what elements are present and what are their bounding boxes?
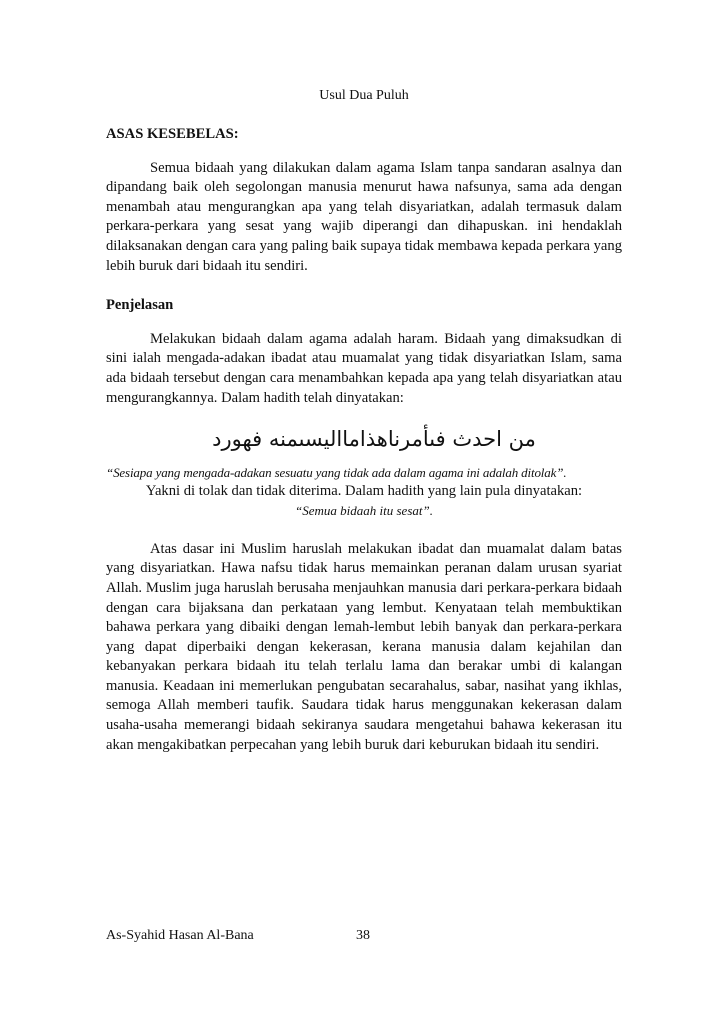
- page-number: 38: [356, 928, 370, 943]
- page-content: [106, 125, 622, 755]
- paragraph-penjelasan: Melakukan bidaah dalam agama adalah haram. Bidaah yang dimaksudkan di sini ialah mengada-adakan ibadat atau muamalat yang tidak disyariatkan Islam, sama ada bidaah tersebut dengan cara menambahkan kepada apa yang telah disyariatkan atau mengurangkannya. Dalam hadith telah dinyatakan:: [106, 330, 622, 406]
- footer-author: As-Syahid Hasan Al-Bana: [106, 928, 254, 943]
- second-hadith-quote: “Semua bidaah itu sesat”.: [295, 502, 433, 518]
- hadith-translation-quote: “Sesiapa yang mengada-adakan sesuatu yang tidak ada dalam agama ini adalah ditolak”.: [106, 465, 567, 481]
- explanation-line: Yakni di tolak dan tidak diterima. Dalam hadith yang lain pula dinyatakan:: [145, 483, 583, 500]
- paragraph-asas: Semua bidaah yang dilakukan dalam agama Islam tanpa sandaran asalnya dan dipandang baik oleh segolongan manusia menurut hawa nafsunya, sama ada dengan menambah atau mengurangkan apa yang telah disyariatkan, adalah termasuk dalam perkara-perkara yang sesat yang wajib diperangi dan dihapuskan. ini hendaklah dilaksanakan dengan cara yang paling baik supaya tidak membawa kepada perkara yang lebih buruk dari bidaah itu sendiri.: [106, 159, 622, 274]
- arabic-hadith-text: من احدث فىأمرناهذامااليسىمنه فهورد: [212, 427, 536, 452]
- section-heading-penjelasan: Penjelasan: [106, 297, 174, 314]
- paragraph-atas-dasar: Atas dasar ini Muslim haruslah melakukan ibadat dan muamalat dalam batas yang disyariatkan. Hawa nafsu tidak harus memainkan peranan dalam urusan syariat Allah. Muslim juga haruslah berusaha menjauhkan manusia dari perkara-perkara bidaah dengan cara bijaksana dan perkataan yang lembut. Kenyataan telah membuktikan bahawa perkara yang dibaiki dengan lemah-lembut lebih banyak dan perkara-perkara yang dapat diperbaiki dengan kekerasan, kerana manusia dalam kejahilan dan kebanyakan perkara bidaah itu telah terlalu lama dan berakar umbi di kalangan manusia. Keadaan ini memerlukan pengubatan secarahalus, sabar, nasihat yang ikhlas, semoga Allah memberi taufik. Saudara tidak harus menggunakan kekerasan dalam usaha-usaha memerangi bidaah sekiranya saudara mengetahui bahawa kekerasan itu akan mengakibatkan perpecahan yang lebih buruk dari keburukan bidaah itu sendiri.: [106, 540, 622, 753]
- running-header: Usul Dua Puluh: [319, 88, 409, 103]
- section-heading-asas-kesebelas: ASAS KESEBELAS:: [106, 126, 239, 142]
